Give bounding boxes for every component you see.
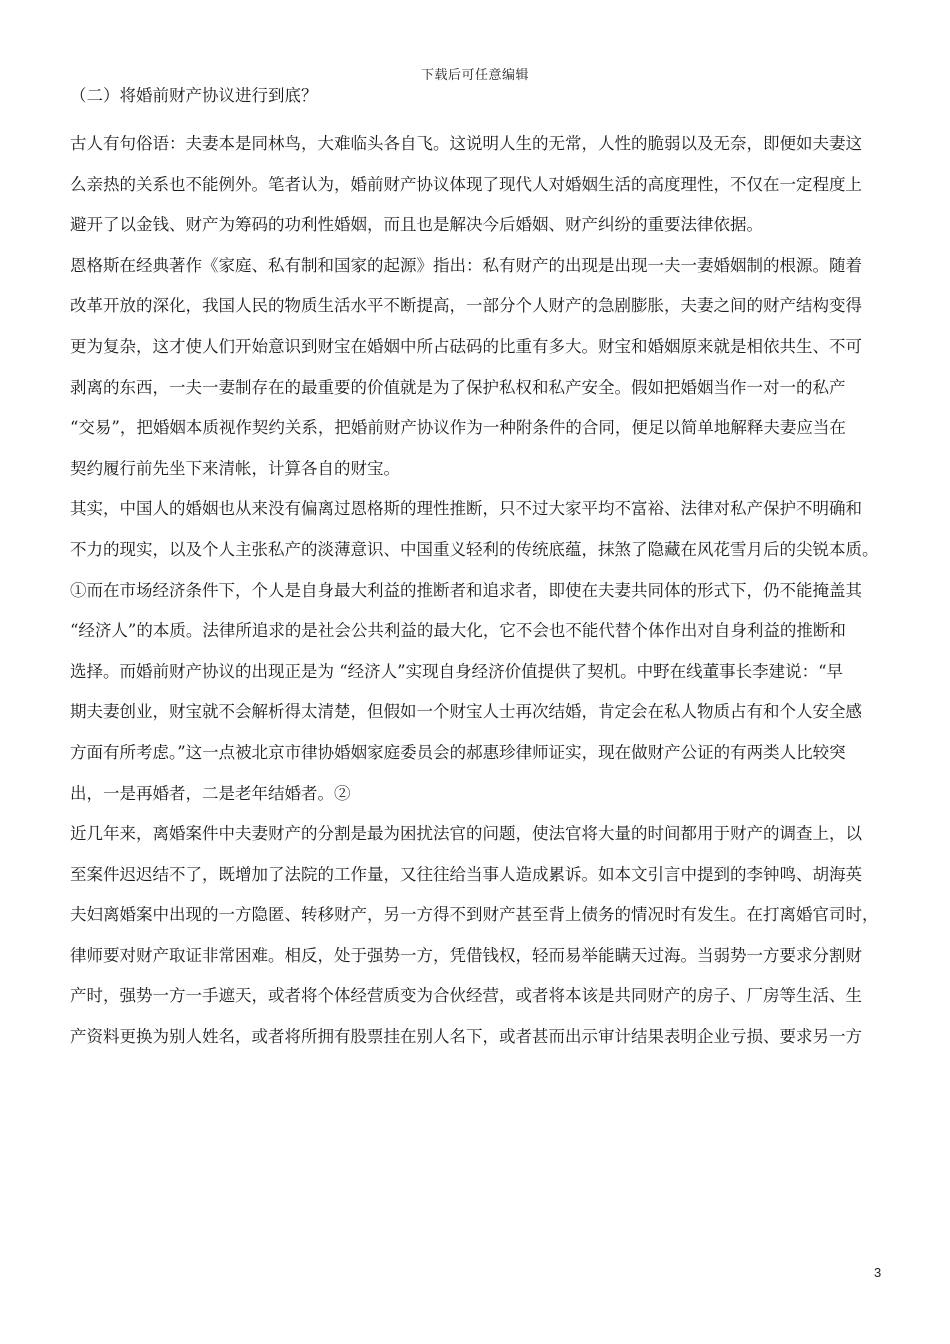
text-line: 么亲热的关系也不能例外。笔者认为，婚前财产协议体现了现代人对婚姻生活的高度理性，不仅在一定程度上 — [70, 174, 862, 194]
text-line: 契约履行前先坐下来清帐，计算各自的财宝。 — [70, 458, 400, 478]
text-line: 选择。而婚前财产协议的出现正是为 “经济人”实现自身经济价值提供了契机。中野在线董事长李建说：“早 — [70, 661, 844, 681]
text-line: 至案件迟迟结不了，既增加了法院的工作量，又往往给当事人造成累诉。如本文引言中提到的李钟鸣、胡海英 — [70, 864, 862, 884]
text-line: 方面有所考虑。”这一点被北京市律协婚姻家庭委员会的郝惠珍律师证实，现在做财产公证的有两类人比较突 — [70, 742, 846, 762]
text-line: 夫妇离婚案中出现的一方隐匿、转移财产，另一方得不到财产甚至背上债务的情况时有发生。在打离婚官司时， — [70, 905, 879, 925]
page-number: 3 — [874, 1265, 882, 1280]
text-line: 避开了以金钱、财产为筹码的功利性婚姻，而且也是解决今后婚姻、财产纠纷的重要法律依据。 — [70, 215, 763, 235]
text-line: 产时，强势一方一手遮天，或者将个体经营质变为合伙经营，或者将本该是共同财产的房子、厂房等生活、生 — [70, 986, 862, 1006]
text-line: 出，一是再婚者，二是老年结婚者。② — [70, 783, 351, 803]
text-line: 律师要对财产取证非常困难。相反，处于强势一方，凭借钱权，轻而易举能瞒天过海。当弱势一方要求分割财 — [70, 945, 862, 965]
text-line: 产资料更换为别人姓名，或者将所拥有股票挂在别人名下，或者甚而出示审计结果表明企业亏损、要求另一方 — [70, 1027, 862, 1047]
document-body — [70, 84, 878, 1066]
body-text — [70, 132, 878, 1066]
text-line: ①而在市场经济条件下，个人是自身最大利益的推断者和追求者，即使在夫妻共同体的形式下，仍不能掩盖其 — [70, 580, 862, 600]
section-heading: （二）将婚前财产协议进行到底？ — [70, 86, 318, 105]
text-line: 期夫妻创业，财宝就不会解析得太清楚，但假如一个财宝人士再次结婚，肯定会在私人物质占有和个人安全感 — [70, 702, 862, 722]
text-line: 改革开放的深化，我国人民的物质生活水平不断提高，一部分个人财产的急剧膨胀，夫妻之间的财产结构变得 — [70, 296, 862, 316]
text-line: 古人有句俗语：夫妻本是同林鸟，大难临头各自飞。这说明人生的无常，人性的脆弱以及无奈，即便如夫妻这 — [70, 134, 862, 153]
text-line: “经济人”的本质。法律所追求的是社会公共利益的最大化，它不会也不能代替个体作出对自身利益的推断和 — [70, 621, 846, 641]
text-line: 更为复杂，这才使人们开始意识到财宝在婚姻中所占砝码的比重有多大。财宝和婚姻原来就是相依共生、不可 — [70, 336, 862, 356]
text-line: 其实，中国人的婚姻也从来没有偏离过恩格斯的理性推断，只不过大家平均不富裕、法律对私产保护不明确和 — [70, 499, 862, 519]
page-header: 下载后可任意编辑 — [420, 68, 529, 83]
text-line: 近几年来，离婚案件中夫妻财产的分割是最为困扰法官的问题，使法官将大量的时间都用于财产的调查上，以 — [70, 824, 862, 844]
text-line: 剥离的东西，一夫一妻制存在的最重要的价值就是为了保护私权和私产安全。假如把婚姻当作一对一的私产 — [70, 377, 846, 397]
text-line: 恩格斯在经典著作《家庭、私有制和国家的起源》指出：私有财产的出现是出现一夫一妻婚姻制的根源。随着 — [70, 255, 862, 275]
text-line: 不力的现实，以及个人主张私产的淡薄意识、中国重义轻利的传统底蕴，抹煞了隐藏在风花雪月后的尖锐本质。 — [70, 539, 879, 559]
text-line: “交易”，把婚姻本质视作契约关系，把婚前财产协议作为一种附条件的合同，便足以简单地解释夫妻应当在 — [70, 418, 846, 438]
